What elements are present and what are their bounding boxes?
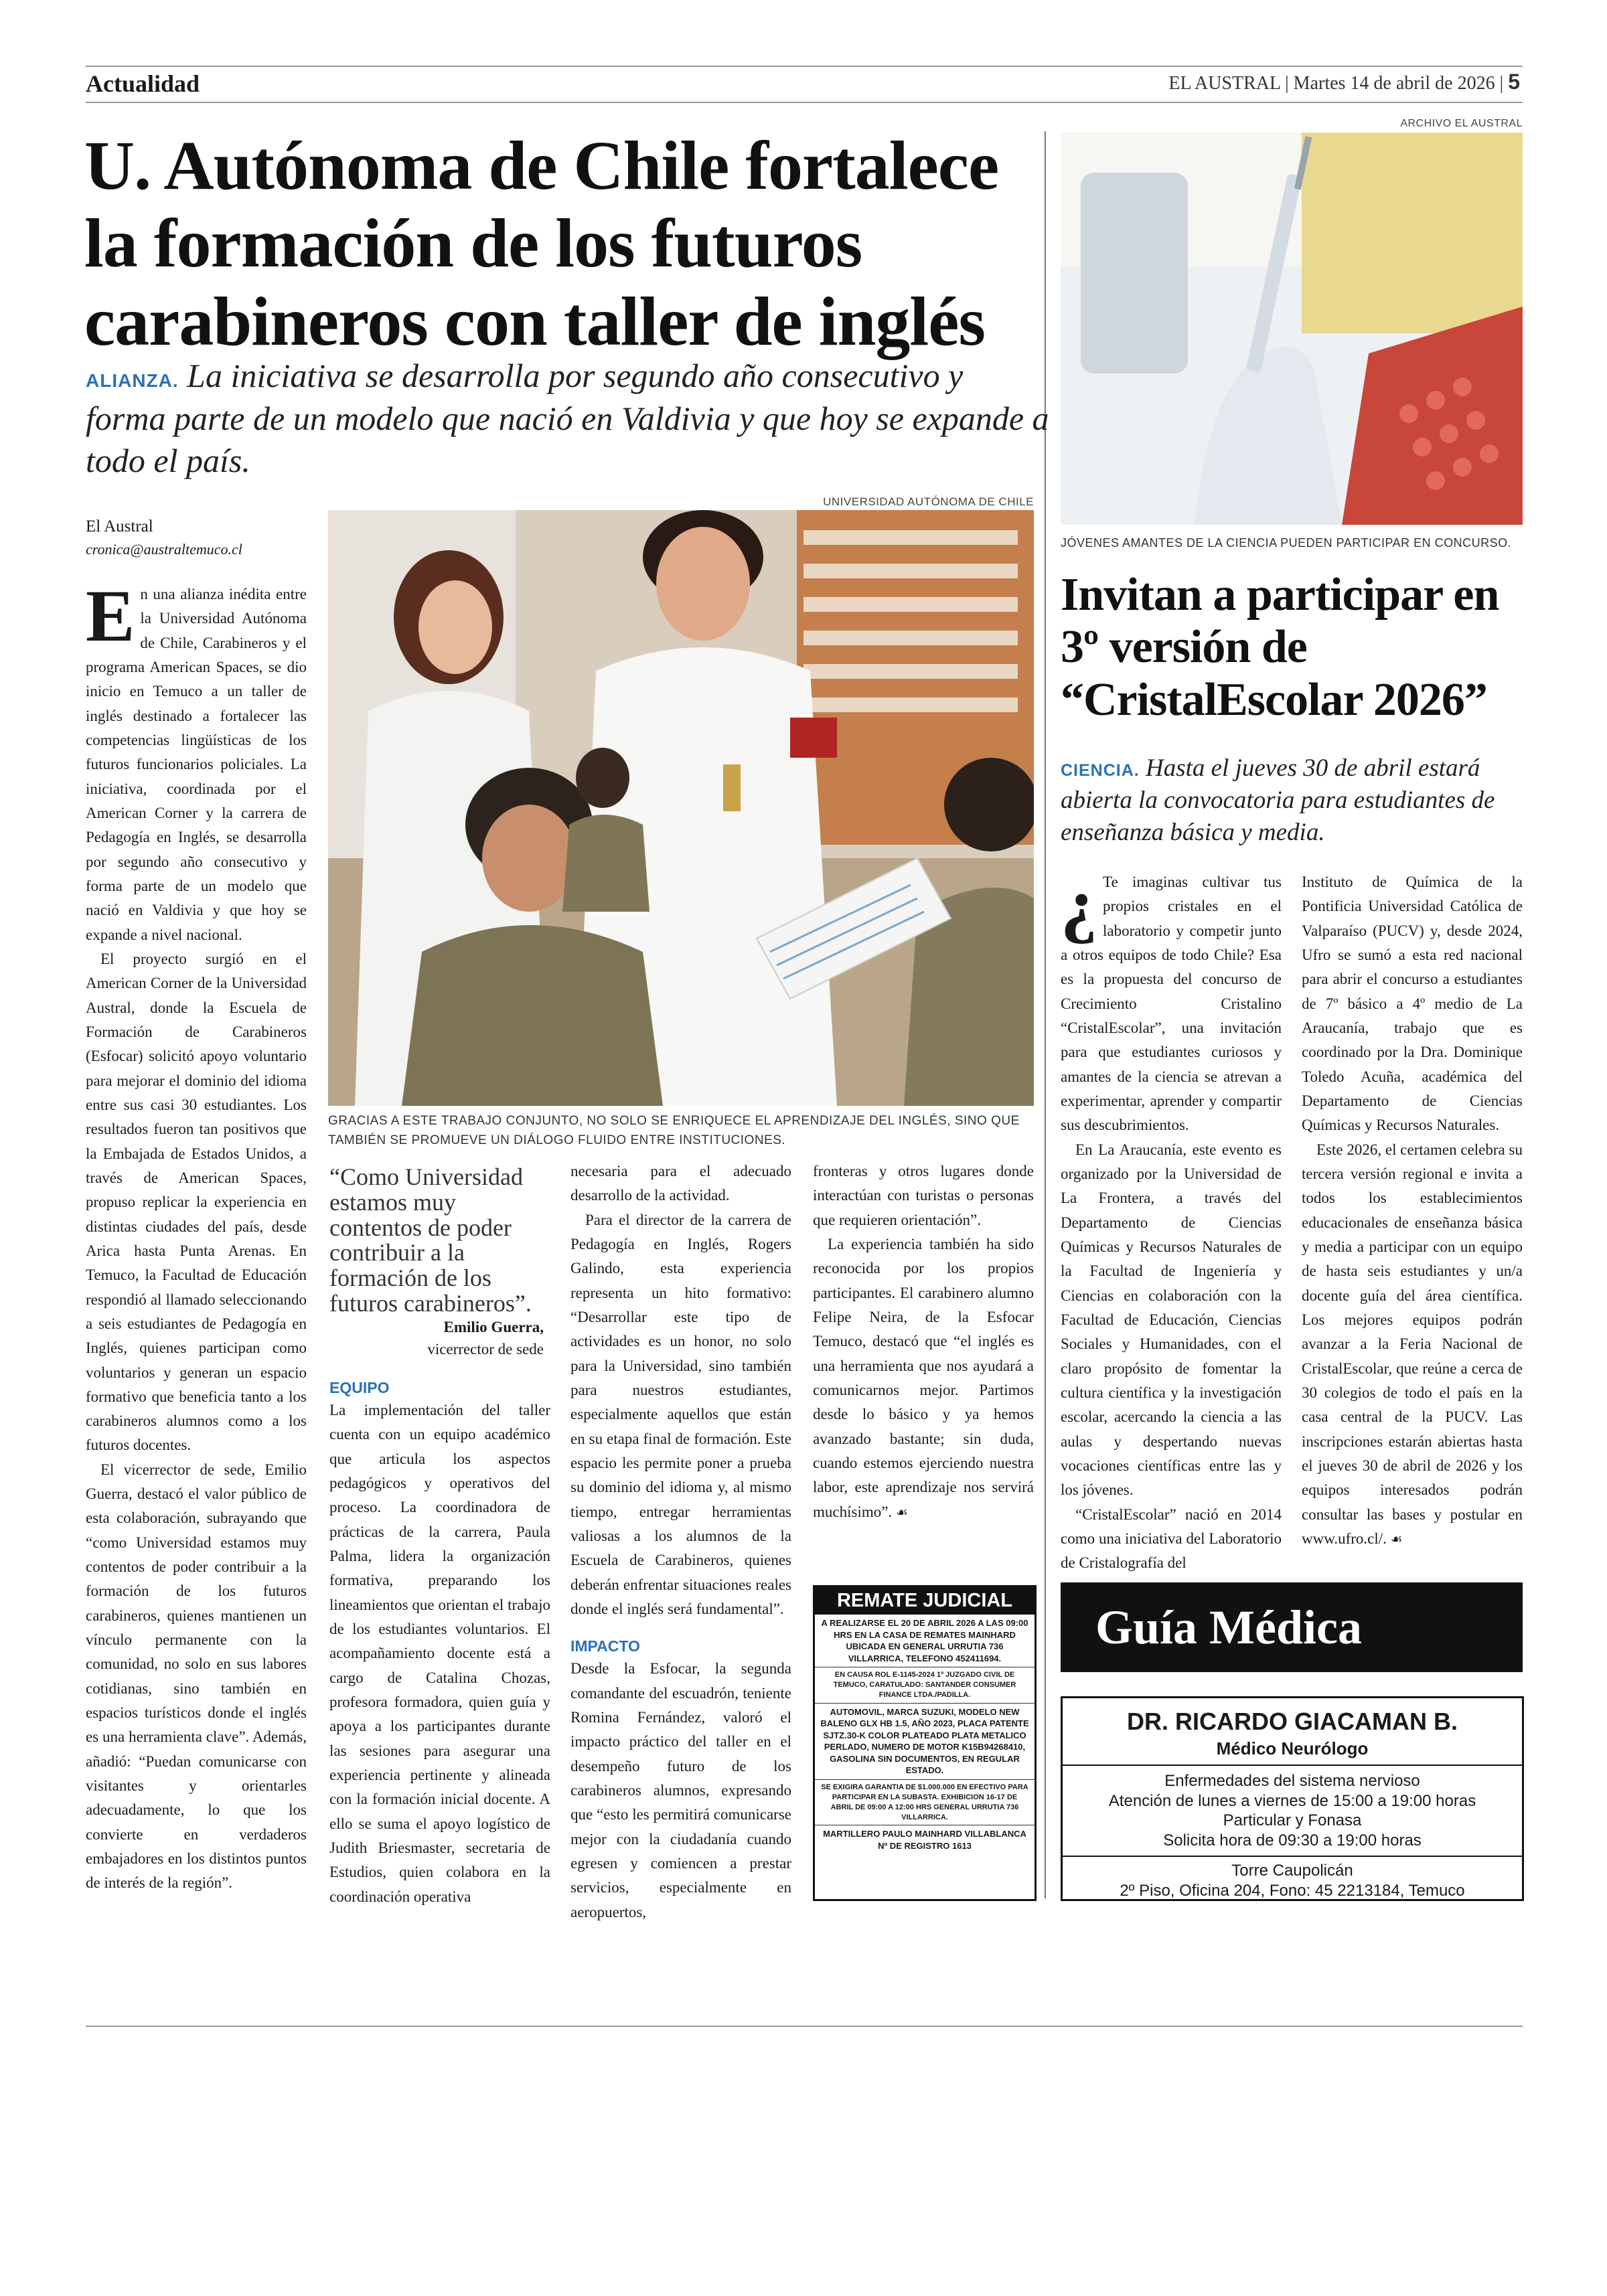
top-rule — [86, 66, 1523, 67]
doctor-line: Particular y Fonasa — [1223, 1811, 1362, 1830]
side-column-2 — [1302, 870, 1523, 1551]
dropcap: E — [86, 575, 135, 657]
paragraph: Desde la Esfocar, la segunda comandante del escuadrón, teniente Romina Fernández, valoró el impacto práctico del taller en el desempeño futuro de los carabineros alumnos, expresando que “esto les permitirá comunicarse mejor con la ciudadanía cuando egresen y comiencen a prestar servicios, especialmente en aeropuertos, — [570, 1660, 791, 1920]
end-mark-icon: ☙ — [1390, 1530, 1403, 1547]
side-headline: Invitan a participar en 3º versión de “CristalEscolar 2026” — [1061, 569, 1499, 726]
main-column-3 — [570, 1159, 791, 1924]
guia-medica-banner: Guía Médica — [1061, 1582, 1523, 1672]
main-headline: U. Autónoma de Chile fortalece la formación de los futuros carabineros con taller de inglés — [84, 127, 999, 360]
byline-author: El Austral — [86, 517, 153, 536]
main-photo — [328, 510, 1034, 1106]
paper-name: EL AUSTRAL — [1168, 73, 1281, 94]
remate-judicial-ad — [813, 1585, 1037, 1901]
subhead-impacto: IMPACTO — [570, 1637, 640, 1655]
doctor-line: Atención de lunes a viernes de 15:00 a 19:00 horas — [1108, 1791, 1476, 1810]
main-column-2 — [329, 1379, 550, 1909]
pull-quote: “Como Universidad estamos muy contentos de poder contribuir a la formación de los futuros carabineros”. — [329, 1163, 532, 1317]
subhead-equipo: EQUIPO — [329, 1379, 390, 1396]
main-deck-text: La iniciativa se desarrolla por segundo año consecutivo y forma parte de un modelo que nació en Valdivia y que hoy se expande a todo el país. — [86, 357, 1049, 479]
paragraph-text: n una alianza inédita entre la Universidad Autónoma de Chile, Carabineros y el programa American Spaces, se dio inicio en Temuco a un taller de inglés destinado a fortalecer las competencias lingüísticas de los futuros funcionarios policiales. La iniciativa, coordinada por el American Corner y la carrera de Pedagogía en Inglés, se desarrolla por segundo año consecutivo y forma parte de un modelo que nació en Valdivia y que hoy se expande a nivel nacional. — [86, 586, 307, 943]
side-kicker: CIENCIA. — [1061, 761, 1140, 780]
doctor-line: Enfermedades del sistema nervioso — [1164, 1772, 1420, 1790]
remate-line: A REALIZARSE EL 20 DE ABRIL 2026 A LAS 09:00 HRS EN LA CASA DE REMATES MAINHARD UBICADA EN GENERAL URRUTIA 736 VILLARRICA, TELEFONO 452411694. — [815, 1615, 1035, 1667]
main-column-4 — [813, 1159, 1034, 1524]
side-deck — [1061, 752, 1523, 849]
doctor-specialty: Médico Neurólogo — [1063, 1738, 1522, 1766]
folio: EL AUSTRAL | Martes 14 de abril de 2026 | 5 — [1168, 70, 1520, 94]
end-mark-icon: ☙ — [895, 1503, 908, 1520]
byline-email: cronica@australtemuco.cl — [86, 540, 242, 558]
quote-author: Emilio Guerra, — [443, 1319, 544, 1335]
main-photo-caption: GRACIAS A ESTE TRABAJO CONJUNTO, NO SOLO SE ENRIQUECE EL APRENDIZAJE DEL INGLÉS, SINO QUE TAMBIÉN SE PROMUEVE UN DIÁLOGO FLUIDO ENTRE INSTITUCIONES. — [328, 1114, 1020, 1148]
paragraph-text: Te imaginas cultivar tus propios cristales en el laboratorio y competir junto a otros equipos de todo Chile? Esa es la propuesta del concurso de Crecimiento Cristalino “CristalEscolar”, una invitación para que estudiantes curiosos y amantes de la ciencia se atrevan a experimentar, aprender y compartir sus descubrimientos. — [1061, 874, 1282, 1134]
paragraph: fronteras y otros lugares donde interactúan con turistas o personas que requieren orientación”. — [813, 1163, 1034, 1228]
main-deck — [86, 355, 1050, 483]
paragraph: “CristalEscolar” nació en 2014 como una iniciativa del Laboratorio de Cristalografía del — [1061, 1505, 1282, 1572]
doctor-ad — [1061, 1696, 1524, 1901]
doctor-divider — [1063, 1856, 1522, 1857]
side-deck-text: Hasta el jueves 30 de abril estará abierta la convocatoria para estudiantes de enseñanza básica y media. — [1061, 754, 1495, 847]
main-kicker: ALIANZA. — [86, 370, 179, 391]
bottom-rule — [86, 2026, 1523, 2027]
main-photo-credit: UNIVERSIDAD AUTÓNOMA DE CHILE — [823, 495, 1034, 508]
side-photo — [1061, 133, 1523, 525]
side-column-1 — [1061, 863, 1282, 1576]
section-label: Actualidad — [86, 70, 200, 97]
doctor-name: DR. RICARDO GIACAMAN B. — [1127, 1708, 1458, 1735]
side-photo-caption: JÓVENES AMANTES DE LA CIENCIA PUEDEN PARTICIPAR EN CONCURSO. — [1061, 536, 1512, 550]
paragraph — [1302, 1138, 1523, 1552]
byline — [86, 515, 300, 561]
doctor-line: Solicita hora de 09:30 a 19:00 horas — [1163, 1831, 1422, 1850]
paragraph-text: Este 2026, el certamen celebra su tercera versión regional e invita a todos los establecimientos educacionales de enseñanza básica y media a participar con un equipo de hasta seis estudiantes y un/a docente guía del área científica. Los mejores equipos podrán avanzar a la Feria Nacional de CristalEscolar, que reúne a cerca de 30 colegios de todo el país en la casa central de la PUCV. Las inscripciones estarán abiertas hasta el jueves 30 de abril de 2026 y los equipos interesados podrán consultar las bases y postular en www.ufro.cl/. — [1302, 1141, 1523, 1547]
quote-role: vicerrector de sede — [427, 1341, 544, 1358]
paragraph — [813, 1232, 1034, 1524]
remate-line: AUTOMOVIL, MARCA SUZUKI, MODELO NEW BALENO GLX HB 1.5, AÑO 2023, PLACA PATENTE SJTZ.30-K COLOR PLATEADO PLATA METALICO PERLADO, NUMERO DE MOTOR K15B94268410, GASOLINA SIN DOCUMENTOS, EN REGULAR ESTADO. — [815, 1704, 1035, 1780]
paragraph: La implementación del taller cuenta con un equipo académico que articula los aspectos pedagógicos y operativos del proceso. La coordinadora de prácticas de la carrera, Paula Palma, lidera la organización formativa, preparando los lineamientos que orientan el trabajo de los estudiantes voluntarios. El acompañamiento docente está a cargo de Catalina Chozas, profesora formadora, quien guía y apoya a los participantes durante las sesiones para asegurar una experiencia pertinente y alineada con la formación inicial docente. A ello se suma el apoyo logístico de Judith Briesmaster, secretaria de Estudios, quien colabora en la coordinación operativa — [329, 1402, 550, 1905]
issue-date: Martes 14 de abril de 2026 — [1293, 73, 1495, 94]
main-column-1 — [86, 575, 307, 1896]
remate-line: SE EXIGIRA GARANTIA DE $1.000.000 EN EFECTIVO PARA PARTICIPAR EN LA SUBASTA. EXHIBICION 16-17 DE ABRIL DE 09:00 A 12:00 HRS GENERAL URRUTIA 736 VILLARRICA. — [815, 1780, 1035, 1825]
paragraph: Para el director de la carrera de Pedagogía en Inglés, Rogers Galindo, esta experiencia representa un hito formativo: “Desarrollar este tipo de actividades es un honor, no solo para la Universidad, sino también para nuestros estudiantes, especialmente aquellos que están en su etapa final de formación. Este espacio les permite poner a prueba su dominio del idioma y, al mismo tiempo, entregar herramientas valiosas a los alumnos de la Escuela de Carabineros, quienes deberán enfrentar situaciones reales donde el inglés será fundamental”. — [570, 1211, 791, 1617]
remate-title: REMATE JUDICIAL — [815, 1587, 1035, 1615]
paragraph: El vicerrector de sede, Emilio Guerra, destacó el valor público de esta colaboración, subrayando que “como Universidad estamos muy contentos de poder contribuir a la formación de los futuros carabineros, quienes mantienen un vínculo permanente con la comunidad, no solo en sus labores cotidianas, sino también en espacios turísticos donde el inglés es una herramienta clave”. Además, añadió: “Puedan comunicarse con visitantes y orientarles adecuadamente, lo que los convierte en verdaderos embajadores en los distintos puntos de interés de la región”. — [86, 1461, 307, 1892]
page-number: 5 — [1508, 70, 1520, 94]
remate-line: MARTILLERO PAULO MAINHARD VILLABLANCA Nº DE REGISTRO 1613 — [823, 1829, 1026, 1851]
dropcap: ¿ — [1061, 863, 1097, 945]
doctor-line: Torre Caupolicán — [1231, 1862, 1353, 1880]
side-photo-credit: ARCHIVO EL AUSTRAL — [1400, 118, 1523, 129]
paragraph-text: La experiencia también ha sido reconocida por los propios participantes. El carabinero alumno Felipe Neira, de la Esfocar Temuco, destacó que “el inglés es una herramienta que nos ayudará a comunicarnos mejor. Partimos desde lo básico y ya hemos avanzado bastante; sin duda, cuando estemos ejerciendo nuestra labor, este aprendizaje nos servirá muchísimo”. — [813, 1235, 1034, 1520]
paragraph: En La Araucanía, este evento es organizado por la Universidad de La Frontera, a través del Departamento de Ciencias Químicas y Recursos Naturales de la Facultad de Ingeniería y Ciencias en colaboración con la Facultad de Educación, Ciencias Sociales y Humanidades, con el claro propósito de fomentar la cultura científica y la investigación escolar, acercando la ciencia a las aulas y despertando nuevas vocaciones científicas entre las y los jóvenes. — [1061, 1141, 1282, 1499]
paragraph: necesaria para el adecuado desarrollo de la actividad. — [570, 1163, 791, 1204]
doctor-line: 2º Piso, Oficina 204, Fono: 45 2213184, Temuco — [1120, 1881, 1465, 1900]
paragraph: El proyecto surgió en el American Corner de la Universidad Austral, donde la Escuela de Formación de Carabineros (Esfocar) solicitó apoyo voluntario para mejorar el dominio del idioma entre sus casi 30 estudiantes. Los resultados fueron tan positivos que la Embajada de Estados Unidos, a través de American Spaces, propuso replicar la experiencia en distintas ciudades del país, desde Arica hasta Punta Arenas. En Temuco, la Facultad de Educación respondió al llamado seleccionando a seis estudiantes de Pedagogía en Inglés, quienes participan como voluntarios y generan un espacio formativo que beneficia tanto a los carabineros alumnos como a los futuros docentes. — [86, 950, 307, 1454]
paragraph: Instituto de Química de la Pontificia Universidad Católica de Valparaíso (PUCV) y, desde 2024, Ufro se sumó a esta red nacional para abrir el concurso a estudiantes de 7º básico a 4º medio de La Araucanía, trabajo que es coordinado por la Dra. Dominique Toledo Acuña, académica del Departamento de Ciencias Químicas y Recursos Naturales. — [1302, 874, 1523, 1134]
remate-line: EN CAUSA ROL E-1145-2024 1º JUZGADO CIVIL DE TEMUCO, CARATULADO: SANTANDER CONSUMER FINANCE LTDA./PADILLA. — [815, 1667, 1035, 1704]
pull-quote-attribution — [329, 1316, 544, 1361]
header-rule — [86, 102, 1523, 103]
paragraph — [86, 575, 307, 947]
paragraph — [1061, 863, 1282, 1138]
